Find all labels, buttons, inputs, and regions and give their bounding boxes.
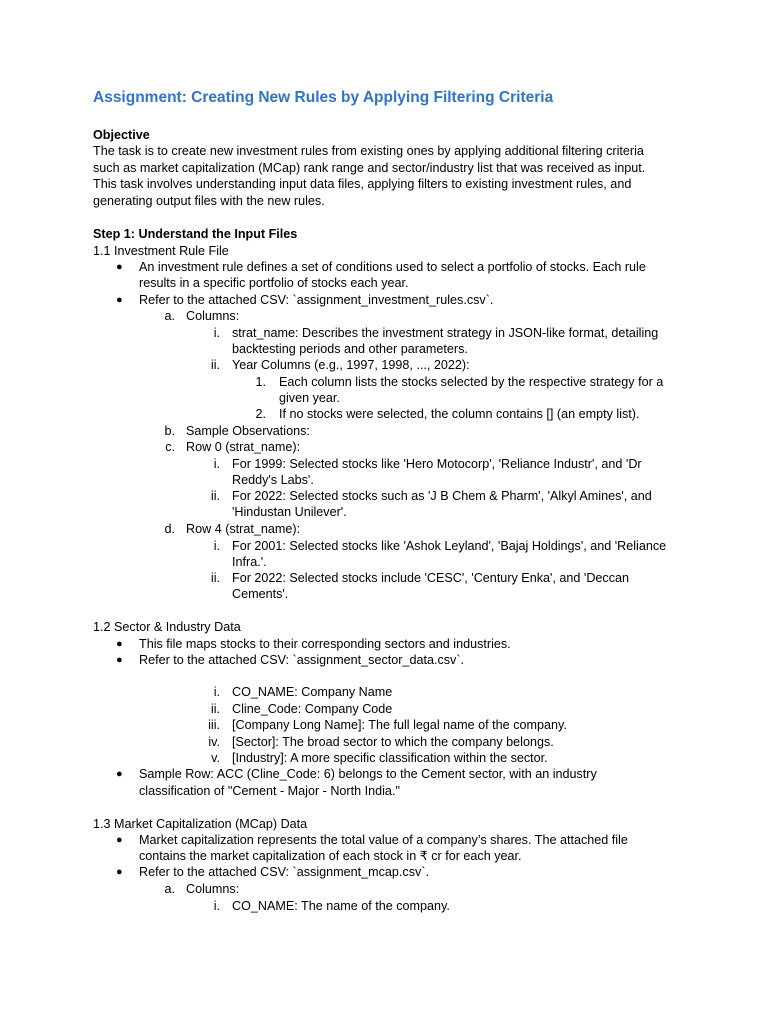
list-marker: 2. [255, 407, 266, 421]
list-marker: ii. [210, 358, 220, 372]
list-item: Sample Observations: [186, 424, 310, 438]
list-item: Refer to the attached CSV: `assignment_sector_data.csv`. [139, 653, 465, 667]
list-item: Market capitalization represents the total value of a company’s shares. The attached file [139, 833, 628, 847]
list-item: CO_NAME: The name of the company. [232, 899, 450, 913]
list-item: classification of "Cement - Major - North India." [139, 784, 400, 798]
objective-heading: Objective [93, 128, 150, 142]
list-item: Sample Row: ACC (Cline_Code: 6) belongs to the Cement sector, with an industry [139, 767, 597, 781]
list-item: backtesting periods and other parameters. [232, 342, 468, 356]
list-item: For 2022: Selected stocks include 'CESC', 'Century Enka', and 'Deccan [232, 571, 630, 585]
list-item: contains the market capitalization of each stock in ₹ cr for each year. [139, 849, 522, 863]
list-item: CO_NAME: Company Name [232, 685, 393, 699]
list-item: Columns: [186, 882, 240, 896]
list-item: For 1999: Selected stocks like 'Hero Motocorp', 'Reliance Industr', and 'Dr [232, 457, 642, 471]
list-item: Year Columns (e.g., 1997, 1998, ..., 2022): [232, 358, 470, 372]
list-item: Cements'. [232, 587, 289, 601]
bullet-icon: ● [116, 654, 123, 666]
bullet-icon: ● [116, 638, 123, 650]
list-item: results in a specific portfolio of stocks each year. [139, 276, 409, 290]
bullet-icon: ● [116, 768, 123, 780]
section-1-2-heading: 1.2 Sector & Industry Data [93, 620, 241, 634]
list-marker: a. [164, 309, 175, 323]
bullet-icon: ● [116, 261, 123, 273]
list-item: Reddy's Labs'. [232, 473, 314, 487]
list-marker: b. [164, 424, 175, 438]
list-item: For 2022: Selected stocks such as 'J B Chem & Pharm', 'Alkyl Amines', and [232, 489, 652, 503]
list-item: If no stocks were selected, the column contains [] (an empty list). [279, 407, 640, 421]
list-marker: ii. [210, 571, 220, 585]
list-marker: i. [213, 457, 220, 471]
section-1-3-heading: 1.3 Market Capitalization (MCap) Data [93, 817, 308, 831]
list-item: Refer to the attached CSV: `assignment_mcap.csv`. [139, 865, 430, 879]
list-marker: iii. [208, 718, 220, 732]
list-item: An investment rule defines a set of conditions used to select a portfolio of stocks. Each rule [139, 260, 646, 274]
list-item: [Sector]: The broad sector to which the company belongs. [232, 735, 554, 749]
list-item: Refer to the attached CSV: `assignment_investment_rules.csv`. [139, 293, 494, 307]
list-item: given year. [279, 391, 340, 405]
list-item: strat_name: Describes the investment strategy in JSON-like format, detailing [232, 326, 659, 340]
list-item: [Company Long Name]: The full legal name of the company. [232, 718, 567, 732]
list-marker: 1. [255, 375, 266, 389]
list-item: Row 0 (strat_name): [186, 440, 301, 454]
list-item: Each column lists the stocks selected by the respective strategy for a [279, 375, 664, 389]
list-marker: ii. [210, 702, 220, 716]
section-1-1-heading: 1.1 Investment Rule File [93, 244, 229, 258]
objective-line: The task is to create new investment rules from existing ones by applying additional filtering criteria [93, 144, 644, 158]
list-marker: iv. [208, 735, 220, 749]
list-marker: ii. [210, 489, 220, 503]
list-item: Cline_Code: Company Code [232, 702, 393, 716]
list-item: Row 4 (strat_name): [186, 522, 301, 536]
step1-heading: Step 1: Understand the Input Files [93, 227, 298, 241]
list-marker: i. [213, 685, 220, 699]
objective-line: generating output files with the new rules. [93, 194, 325, 208]
objective-line: This task involves understanding input data files, applying filters to existing investment rules, and [93, 177, 632, 191]
list-item: 'Hindustan Unilever'. [232, 505, 347, 519]
bullet-icon: ● [116, 834, 123, 846]
objective-line: such as market capitalization (MCap) rank range and sector/industry list that was received as input. [93, 161, 646, 175]
list-item: For 2001: Selected stocks like 'Ashok Leyland', 'Bajaj Holdings', and 'Reliance [232, 539, 667, 553]
document-title: Assignment: Creating New Rules by Applying Filtering Criteria [93, 89, 554, 106]
list-marker: c. [165, 440, 175, 454]
list-marker: i. [213, 539, 220, 553]
list-marker: d. [164, 522, 175, 536]
list-item: This file maps stocks to their corresponding sectors and industries. [139, 637, 511, 651]
bullet-icon: ● [116, 294, 123, 306]
list-marker: i. [213, 326, 220, 340]
bullet-icon: ● [116, 866, 123, 878]
list-marker: v. [211, 751, 220, 765]
list-marker: i. [213, 899, 220, 913]
list-item: Infra.'. [232, 555, 267, 569]
list-item: Columns: [186, 309, 240, 323]
list-marker: a. [164, 882, 175, 896]
list-item: [Industry]: A more specific classification within the sector. [232, 751, 548, 765]
